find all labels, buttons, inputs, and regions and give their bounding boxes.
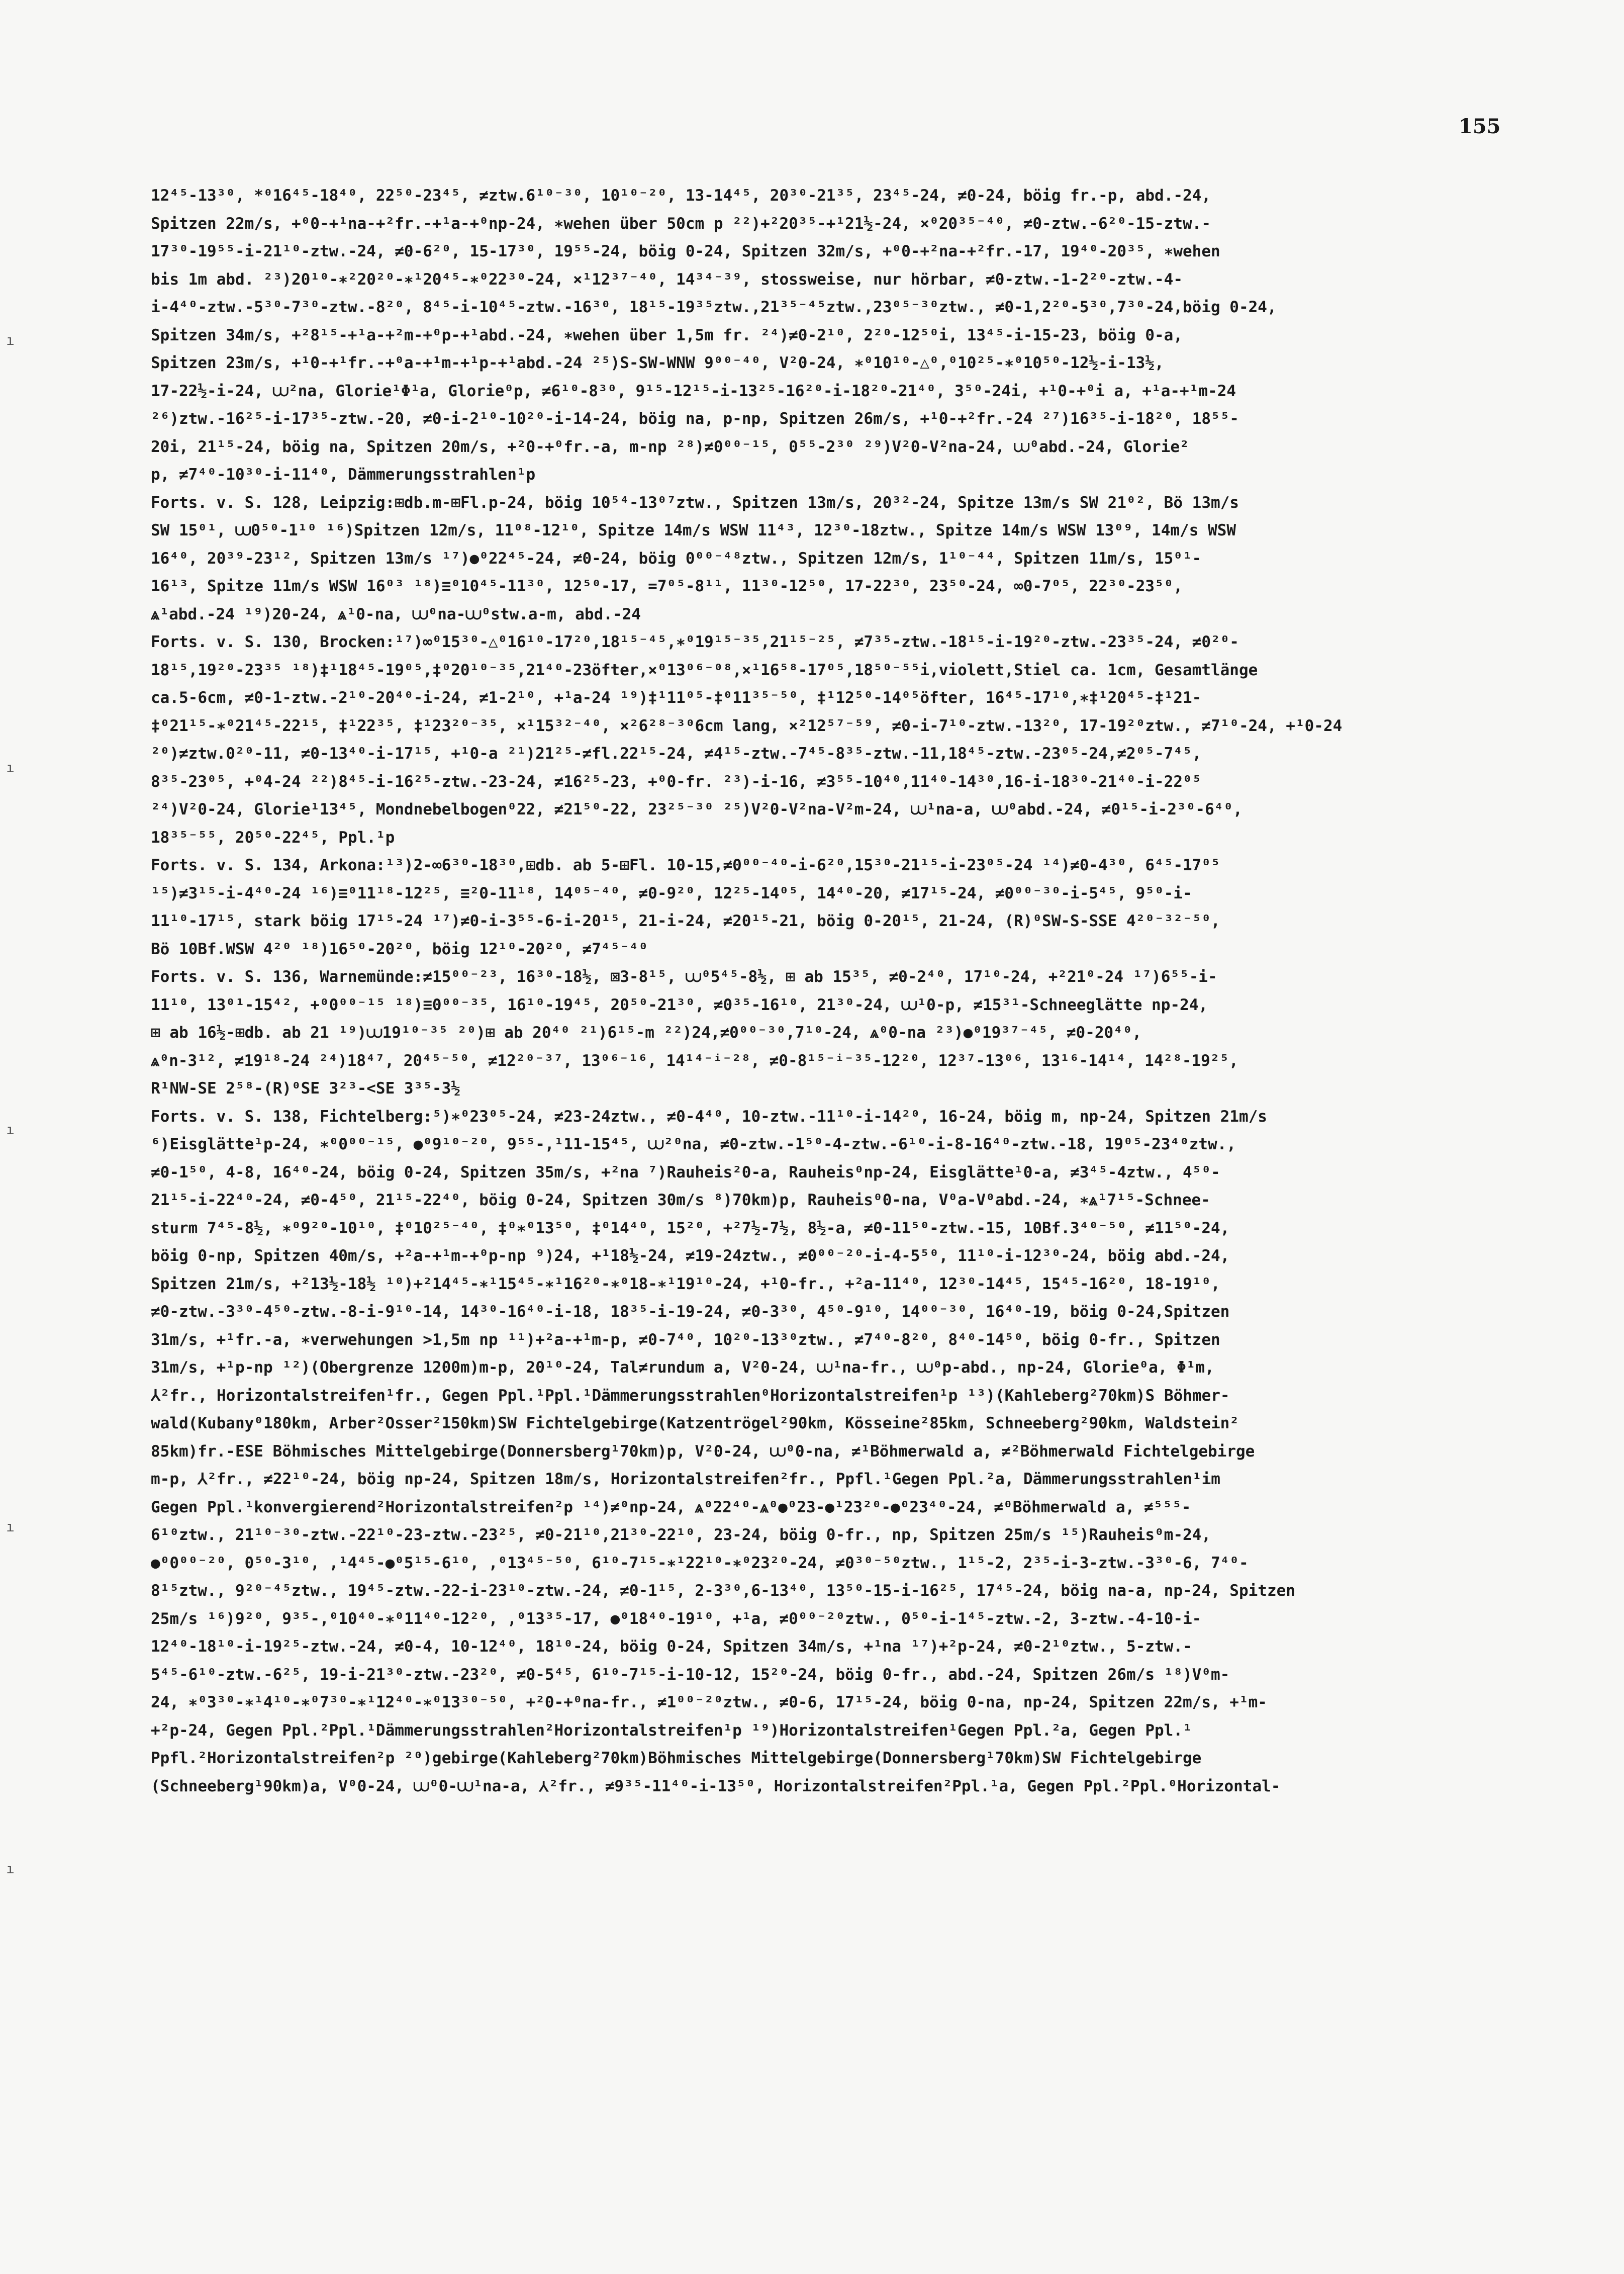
margin-tick: ı <box>6 759 15 776</box>
text-line: ‡⁰21¹⁵-∗⁰21⁴⁵-22¹⁵, ‡¹22³⁵, ‡¹23²⁰⁻³⁵, ⨯¹15³²⁻⁴⁰, ⨯²6²⁸⁻³⁰6cm lang, ⨯²12⁵⁷⁻⁵⁹, ≠0-i-7¹⁰-ztw.-13²⁰, 17-19²⁰ztw., ≠7¹⁰-24, +¹0-24 <box>151 716 1343 735</box>
text-line: ≠0-ztw.-3³⁰-4⁵⁰-ztw.-8-i-9¹⁰-14, 14³⁰-16⁴⁰-i-18, 18³⁵-i-19-24, ≠0-3³⁰, 4⁵⁰-9¹⁰, 14⁰⁰⁻³⁰, 16⁴⁰-19, böig 0-24,Spitzen <box>151 1303 1230 1321</box>
text-line: ●⁰0⁰⁰⁻²⁰, 0⁵⁰-3¹⁰, ,¹4⁴⁵-●⁰5¹⁵-6¹⁰, ,⁰13⁴⁵⁻⁵⁰, 6¹⁰-7¹⁵-∗¹22¹⁰-∗⁰23²⁰-24, ≠0³⁰⁻⁵⁰ztw., 1¹⁵-2, 2³⁵-i-3-ztw.-3³⁰-6, 7⁴⁰- <box>151 1554 1249 1572</box>
text-line: ⅄²fr., Horizontalstreifen¹fr., Gegen Ppl.¹Ppl.¹Dämmerungsstrahlen⁰Horizontalstreifen¹p ¹³)(Kahleberg²70km)S Böhmer- <box>151 1386 1230 1405</box>
text-line: sturm 7⁴⁵-8½, ∗⁰9²⁰-10¹⁰, ‡⁰10²⁵⁻⁴⁰, ‡⁰∗⁰13⁵⁰, ‡⁰14⁴⁰, 15²⁰, +²7½-7½, 8½-a, ≠0-11⁵⁰-ztw.-15, 10Bf.3⁴⁰⁻⁵⁰, ≠11⁵⁰-24, <box>151 1219 1230 1237</box>
text-line: ≠0-1⁵⁰, 4-8, 16⁴⁰-24, böig 0-24, Spitzen 35m/s, +²na ⁷)Rauheis²0-a, Rauheis⁰np-24, Eisglätte¹0-a, ≠3⁴⁵-4ztw., 4⁵⁰- <box>151 1163 1220 1181</box>
text-line: ²⁴)V²0-24, Glorie¹13⁴⁵, Mondnebelbogen⁰22, ≠21⁵⁰-22, 23²⁵⁻³⁰ ²⁵)V²0-V²na-V²m-24, ⩊¹na-a, ⩊⁰abd.-24, ≠0¹⁵-i-2³⁰-6⁴⁰, <box>151 800 1243 818</box>
text-line: SW 15⁰¹, ⩊0⁵⁰-1¹⁰ ¹⁶)Spitzen 12m/s, 11⁰⁸-12¹⁰, Spitze 14m/s WSW 11⁴³, 12³⁰-18ztw., Spitze 14m/s WSW 13⁰⁹, 14m/s WSW <box>151 521 1236 539</box>
margin-tick: ı <box>6 1518 15 1535</box>
text-line: 8¹⁵ztw., 9²⁰⁻⁴⁵ztw., 19⁴⁵-ztw.-22-i-23¹⁰-ztw.-24, ≠0-1¹⁵, 2-3³⁰,6-13⁴⁰, 13⁵⁰-15-i-16²⁵, 17⁴⁵-24, böig na-a, np-24, Spitzen <box>151 1582 1295 1600</box>
text-line: Bö 10Bf.WSW 4²⁰ ¹⁸)16⁵⁰-20²⁰, böig 12¹⁰-20²⁰, ≠7⁴⁵⁻⁴⁰ <box>151 940 648 958</box>
text-line: 11¹⁰-17¹⁵, stark böig 17¹⁵-24 ¹⁷)≠0-i-3⁵⁵-6-i-20¹⁵, 21-i-24, ≠20¹⁵-21, böig 0-20¹⁵, 21-24, (R)⁰SW-S-SSE 4²⁰⁻³²⁻⁵⁰, <box>151 912 1220 930</box>
text-line: ⩓¹abd.-24 ¹⁹)20-24, ⩓¹0-na, ⩊⁰na-⩊⁰stw.a-m, abd.-24 <box>151 605 641 623</box>
text-line: 25m/s ¹⁶)9²⁰, 9³⁵-,⁰10⁴⁰-∗⁰11⁴⁰-12²⁰, ,⁰13³⁵-17, ●⁰18⁴⁰-19¹⁰, +¹a, ≠0⁰⁰⁻²⁰ztw., 0⁵⁰-i-1⁴⁵-ztw.-2, 3-ztw.-4-10-i- <box>151 1609 1202 1628</box>
text-line: ca.5-6cm, ≠0-1-ztw.-2¹⁰-20⁴⁰-i-24, ≠1-2¹⁰, +¹a-24 ¹⁹)‡¹11⁰⁵-‡⁰11³⁵⁻⁵⁰, ‡¹12⁵⁰-14⁰⁵öfter, 16⁴⁵-17¹⁰,∗‡¹20⁴⁵-‡¹21- <box>151 689 1202 707</box>
text-line: Ppfl.²Horizontalstreifen²p ²⁰)gebirge(Kahleberg²70km)Böhmisches Mittelgebirge(Donnersberg¹70km)SW Fichtelgebirge <box>151 1749 1202 1767</box>
text-line: 11¹⁰, 13⁰¹-15⁴², +⁰0⁰⁰⁻¹⁵ ¹⁸)≡0⁰⁰⁻³⁵, 16¹⁰-19⁴⁵, 20⁵⁰-21³⁰, ≠0³⁵-16¹⁰, 21³⁰-24, ⩊¹0-p, ≠15³¹-Schneeglätte np-24, <box>151 995 1208 1014</box>
text-line: (Schneeberg¹90km)a, V⁰0-24, ⩊⁰0-⩊¹na-a, ⅄²fr., ≠9³⁵-11⁴⁰-i-13⁵⁰, Horizontalstreifen²Ppl.¹a, Gegen Ppl.²Ppl.⁰Horizontal- <box>151 1777 1281 1795</box>
text-line: Spitzen 22m/s, +⁰0-+¹na-+²fr.-+¹a-+⁰np-24, ∗wehen über 50cm p ²²)+²20³⁵-+¹21½-24, ⨯⁰20³⁵⁻⁴⁰, ≠0-ztw.-6²⁰-15-ztw.- <box>151 214 1211 233</box>
text-line: 16¹³, Spitze 11m/s WSW 16⁰³ ¹⁸)≡⁰10⁴⁵-11³⁰, 12⁵⁰-17, =7⁰⁵-8¹¹, 11³⁰-12⁵⁰, 17-22³⁰, 23⁵⁰-24, ∞0-7⁰⁵, 22³⁰-23⁵⁰, <box>151 577 1183 595</box>
text-line: 31m/s, +¹p-np ¹²)(Obergrenze 1200m)m-p, 20¹⁰-24, Tal≠rundum a, V²0-24, ⩊¹na-fr., ⩊⁰p-abd., np-24, Glorie⁰a, Φ¹m, <box>151 1358 1214 1377</box>
text-line: ¹⁵)≠3¹⁵-i-4⁴⁰-24 ¹⁶)≡⁰11¹⁸-12²⁵, ≡²0-11¹⁸, 14⁰⁵⁻⁴⁰, ≠0-9²⁰, 12²⁵-14⁰⁵, 14⁴⁰-20, ≠17¹⁵-24, ≠0⁰⁰⁻³⁰-i-5⁴⁵, 9⁵⁰-i- <box>151 884 1192 902</box>
text-line: 8³⁵-23⁰⁵, +⁰4-24 ²²)8⁴⁵-i-16²⁵-ztw.-23-24, ≠16²⁵-23, +⁰0-fr. ²³)-i-16, ≠3⁵⁵-10⁴⁰,11⁴⁰-14³⁰,16-i-18³⁰-21⁴⁰-i-22⁰⁵ <box>151 772 1202 791</box>
text-line: 12⁴⁵-13³⁰, *⁰16⁴⁵-18⁴⁰, 22⁵⁰-23⁴⁵, ≠ztw.6¹⁰⁻³⁰, 10¹⁰⁻²⁰, 13-14⁴⁵, 20³⁰-21³⁵, 23⁴⁵-24, ≠0-24, böig fr.-p, abd.-24, <box>151 187 1211 205</box>
text-line: p, ≠7⁴⁰-10³⁰-i-11⁴⁰, Dämmerungsstrahlen¹p <box>151 466 536 484</box>
text-line: wald(Kubany⁰180km, Arber²Osser²150km)SW Fichtelgebirge(Katzentrögel²90km, Kösseine²85km, Schneeberg²90km, Waldstein² <box>151 1414 1239 1432</box>
text-line: 17³⁰-19⁵⁵-i-21¹⁰-ztw.-24, ≠0-6²⁰, 15-17³⁰, 19⁵⁵-24, böig 0-24, Spitzen 32m/s, +⁰0-+²na-+²fr.-17, 19⁴⁰-20³⁵, ∗wehen <box>151 242 1220 260</box>
text-line: Forts. v. S. 134, Arkona:¹³)2-∞6³⁰-18³⁰,⊞db. ab 5-⊞Fl. 10-15,≠0⁰⁰⁻⁴⁰-i-6²⁰,15³⁰-21¹⁵-i-23⁰⁵-24 ¹⁴)≠0-4³⁰, 6⁴⁵-17⁰⁵ <box>151 856 1220 874</box>
text-line: 18³⁵⁻⁵⁵, 20⁵⁰-22⁴⁵, Ppl.¹p <box>151 828 395 847</box>
text-line: Forts. v. S. 138, Fichtelberg:⁵)∗⁰23⁰⁵-24, ≠23-24ztw., ≠0-4⁴⁰, 10-ztw.-11¹⁰-i-14²⁰, 16-24, böig m, np-24, Spitzen 21m/s <box>151 1107 1267 1126</box>
text-line: 17-22½-i-24, ⩊²na, Glorie¹Φ¹a, Glorie⁰p, ≠6¹⁰-8³⁰, 9¹⁵-12¹⁵-i-13²⁵-16²⁰-i-18²⁰-21⁴⁰, 3⁵⁰-24i, +¹0-+⁰i a, +¹a-+¹m-24 <box>151 382 1236 400</box>
text-line: bis 1m abd. ²³)20¹⁰-∗²20²⁰-∗¹20⁴⁵-∗⁰22³⁰-24, ⨯¹12³⁷⁻⁴⁰, 14³⁴⁻³⁹, stossweise, nur hörbar, ≠0-ztw.-1-2²⁰-ztw.-4- <box>151 270 1183 289</box>
text-line: böig 0-np, Spitzen 40m/s, +²a-+¹m-+⁰p-np ⁹)24, +¹18½-24, ≠19-24ztw., ≠0⁰⁰⁻²⁰-i-4-5⁵⁰, 11¹⁰-i-12³⁰-24, böig abd.-24, <box>151 1247 1230 1265</box>
text-line: 31m/s, +¹fr.-a, ∗verwehungen >1,5m np ¹¹)+²a-+¹m-p, ≠0-7⁴⁰, 10²⁰-13³⁰ztw., ≠7⁴⁰-8²⁰, 8⁴⁰-14⁵⁰, böig 0-fr., Spitzen <box>151 1330 1220 1349</box>
text-line: Forts. v. S. 128, Leipzig:⊞db.m-⊞Fl.p-24, böig 10⁵⁴-13⁰⁷ztw., Spitzen 13m/s, 20³²-24, Spitze 13m/s SW 21⁰², Bö 13m/s <box>151 493 1239 512</box>
text-line: 6¹⁰ztw., 21¹⁰⁻³⁰-ztw.-22¹⁰-23-ztw.-23²⁵, ≠0-21¹⁰,21³⁰-22¹⁰, 23-24, böig 0-fr., np, Spitzen 25m/s ¹⁵)Rauheis⁰m-24, <box>151 1526 1211 1544</box>
text-line: Forts. v. S. 136, Warnemünde:≠15⁰⁰⁻²³, 16³⁰-18½, ⊠3-8¹⁵, ⩊⁰5⁴⁵-8½, ⊞ ab 15³⁵, ≠0-2⁴⁰, 17¹⁰-24, +²21⁰-24 ¹⁷)6⁵⁵-i- <box>151 968 1217 986</box>
text-line: m-p, ⅄²fr., ≠22¹⁰-24, böig np-24, Spitzen 18m/s, Horizontalstreifen²fr., Ppfl.¹Gegen Ppl.²a, Dämmerungsstrahlen¹im <box>151 1470 1220 1488</box>
text-line: 20i, 21¹⁵-24, böig na, Spitzen 20m/s, +²0-+⁰fr.-a, m-np ²⁸)≠0⁰⁰⁻¹⁵, 0⁵⁵-2³⁰ ²⁹)V²0-V²na-24, ⩊⁰abd.-24, Glorie² <box>151 437 1189 456</box>
text-line: 18¹⁵,19²⁰-23³⁵ ¹⁸)‡¹18⁴⁵-19⁰⁵,‡⁰20¹⁰⁻³⁵,21⁴⁰-23öfter,⨯⁰13⁰⁶⁻⁰⁸,⨯¹16⁵⁸-17⁰⁵,18⁵⁰⁻⁵⁵i,violett,Stiel ca. 1cm, Gesamtlänge <box>151 661 1258 679</box>
text-line: 85km)fr.-ESE Böhmisches Mittelgebirge(Donnersberg¹70km)p, V²0-24, ⩊⁰0-na, ≠¹Böhmerwald a, ≠²Böhmerwald Fichtelgebirge <box>151 1442 1255 1461</box>
text-line: 24, ∗⁰3³⁰-∗¹4¹⁰-∗⁰7³⁰-∗¹12⁴⁰-∗⁰13³⁰⁻⁵⁰, +²0-+⁰na-fr., ≠1⁰⁰⁻²⁰ztw., ≠0-6, 17¹⁵-24, böig 0-na, np-24, Spitzen 22m/s, +¹m- <box>151 1693 1267 1711</box>
margin-tick: ı <box>6 332 15 348</box>
text-line: Spitzen 23m/s, +¹0-+¹fr.-+⁰a-+¹m-+¹p-+¹abd.-24 ²⁵)S-SW-WNW 9⁰⁰⁻⁴⁰, V²0-24, ∗⁰10¹⁰-△⁰,⁰10²⁵-∗⁰10⁵⁰-12½-i-13½, <box>151 354 1164 372</box>
text-line: 12⁴⁰-18¹⁰-i-19²⁵-ztw.-24, ≠0-4, 10-12⁴⁰, 18¹⁰-24, böig 0-24, Spitzen 34m/s, +¹na ¹⁷)+²p-24, ≠0-2¹⁰ztw., 5-ztw.- <box>151 1638 1192 1656</box>
text-line: ²⁶)ztw.-16²⁵-i-17³⁵-ztw.-20, ≠0-i-2¹⁰-10²⁰-i-14-24, böig na, p-np, Spitzen 26m/s, +¹0-+²fr.-24 ²⁷)16³⁵-i-18²⁰, 18⁵⁵- <box>151 410 1239 428</box>
text-line: ²⁰)≠ztw.0²⁰-11, ≠0-13⁴⁰-i-17¹⁵, +¹0-a ²¹)21²⁵-≠fl.22¹⁵-24, ≠4¹⁵-ztw.-7⁴⁵-8³⁵-ztw.-11,18⁴⁵-ztw.-23⁰⁵-24,≠2⁰⁵-7⁴⁵, <box>151 745 1202 763</box>
text-line: ⩓⁰n-3¹², ≠19¹⁸-24 ²⁴)18⁴⁷, 20⁴⁵⁻⁵⁰, ≠12²⁰⁻³⁷, 13⁰⁶⁻¹⁶, 14¹⁴⁻ⁱ⁻²⁸, ≠0-8¹⁵⁻ⁱ⁻³⁵-12²⁰, 12³⁷-13⁰⁶, 13¹⁶-14¹⁴, 14²⁸-19²⁵, <box>151 1051 1238 1070</box>
text-line: 5⁴⁵-6¹⁰-ztw.-6²⁵, 19-i-21³⁰-ztw.-23²⁰, ≠0-5⁴⁵, 6¹⁰-7¹⁵-i-10-12, 15²⁰-24, böig 0-fr., abd.-24, Spitzen 26m/s ¹⁸)V⁰m- <box>151 1665 1230 1684</box>
text-line: Spitzen 21m/s, +²13½-18½ ¹⁰)+²14⁴⁵-∗¹15⁴⁵-∗¹16²⁰-∗⁰18-∗¹19¹⁰-24, +¹0-fr., +²a-11⁴⁰, 12³⁰-14⁴⁵, 15⁴⁵-16²⁰, 18-19¹⁰, <box>151 1275 1220 1293</box>
margin-tick: ı <box>6 1121 15 1138</box>
text-line: 16⁴⁰, 20³⁹-23¹², Spitzen 13m/s ¹⁷)●⁰22⁴⁵-24, ≠0-24, böig 0⁰⁰⁻⁴⁸ztw., Spitzen 12m/s, 1¹⁰⁻⁴⁴, Spitzen 11m/s, 15⁰¹- <box>151 549 1202 568</box>
text-line: 21¹⁵-i-22⁴⁰-24, ≠0-4⁵⁰, 21¹⁵-22⁴⁰, böig 0-24, Spitzen 30m/s ⁸)70km)p, Rauheis⁰0-na, V⁰a-V⁰abd.-24, ∗⩓¹7¹⁵-Schnee- <box>151 1191 1210 1209</box>
margin-tick: ı <box>6 1860 15 1877</box>
page-number: 155 <box>1459 115 1501 138</box>
text-line: Spitzen 34m/s, +²8¹⁵-+¹a-+²m-+⁰p-+¹abd.-24, ∗wehen über 1,5m fr. ²⁴)≠0-2¹⁰, 2²⁰-12⁵⁰i, 13⁴⁵-i-15-23, böig 0-a, <box>151 326 1183 344</box>
text-line: Forts. v. S. 130, Brocken:¹⁷)∞⁰15³⁰-△⁰16¹⁰-17²⁰,18¹⁵⁻⁴⁵,∗⁰19¹⁵⁻³⁵,21¹⁵⁻²⁵, ≠7³⁵-ztw.-18¹⁵-i-19²⁰-ztw.-23³⁵-24, ≠0²⁰- <box>151 633 1239 651</box>
text-line: Gegen Ppl.¹konvergierend²Horizontalstreifen²p ¹⁴)≠⁰np-24, ⩓⁰22⁴⁰-⩓⁰●⁰23-●¹23²⁰-●⁰23⁴⁰-24, ≠⁰Böhmerwald a, ≠⁵⁵⁵- <box>151 1498 1191 1516</box>
document-body <box>151 182 1518 1800</box>
text-line: ⁶)Eisglätte¹p-24, ∗⁰0⁰⁰⁻¹⁵, ●⁰9¹⁰⁻²⁰, 9⁵⁵-,¹11-15⁴⁵, ⩊²⁰na, ≠0-ztw.-1⁵⁰-4-ztw.-6¹⁰-i-8-16⁴⁰-ztw.-18, 19⁰⁵-23⁴⁰ztw., <box>151 1135 1236 1153</box>
text-line: +²p-24, Gegen Ppl.²Ppl.¹Dämmerungsstrahlen²Horizontalstreifen¹p ¹⁹)Horizontalstreifen¹Gegen Ppl.²a, Gegen Ppl.¹ <box>151 1721 1192 1740</box>
text-line: R¹NW-SE 2⁵⁸-(R)⁰SE 3²³-<SE 3³⁵-3½ <box>151 1079 460 1098</box>
text-line: i-4⁴⁰-ztw.-5³⁰-7³⁰-ztw.-8²⁰, 8⁴⁵-i-10⁴⁵-ztw.-16³⁰, 18¹⁵-19³⁵ztw.,21³⁵⁻⁴⁵ztw.,23⁰⁵⁻³⁰ztw., ≠0-1,2²⁰-5³⁰,7³⁰-24,böig 0-24, <box>151 298 1277 316</box>
text-line: ⊞ ab 16½-⊞db. ab 21 ¹⁹)⩊19¹⁰⁻³⁵ ²⁰)⊞ ab 20⁴⁰ ²¹)6¹⁵-m ²²)24,≠0⁰⁰⁻³⁰,7¹⁰-24, ⩓⁰0-na ²³)●⁰19³⁷⁻⁴⁵, ≠0-20⁴⁰, <box>151 1024 1142 1042</box>
